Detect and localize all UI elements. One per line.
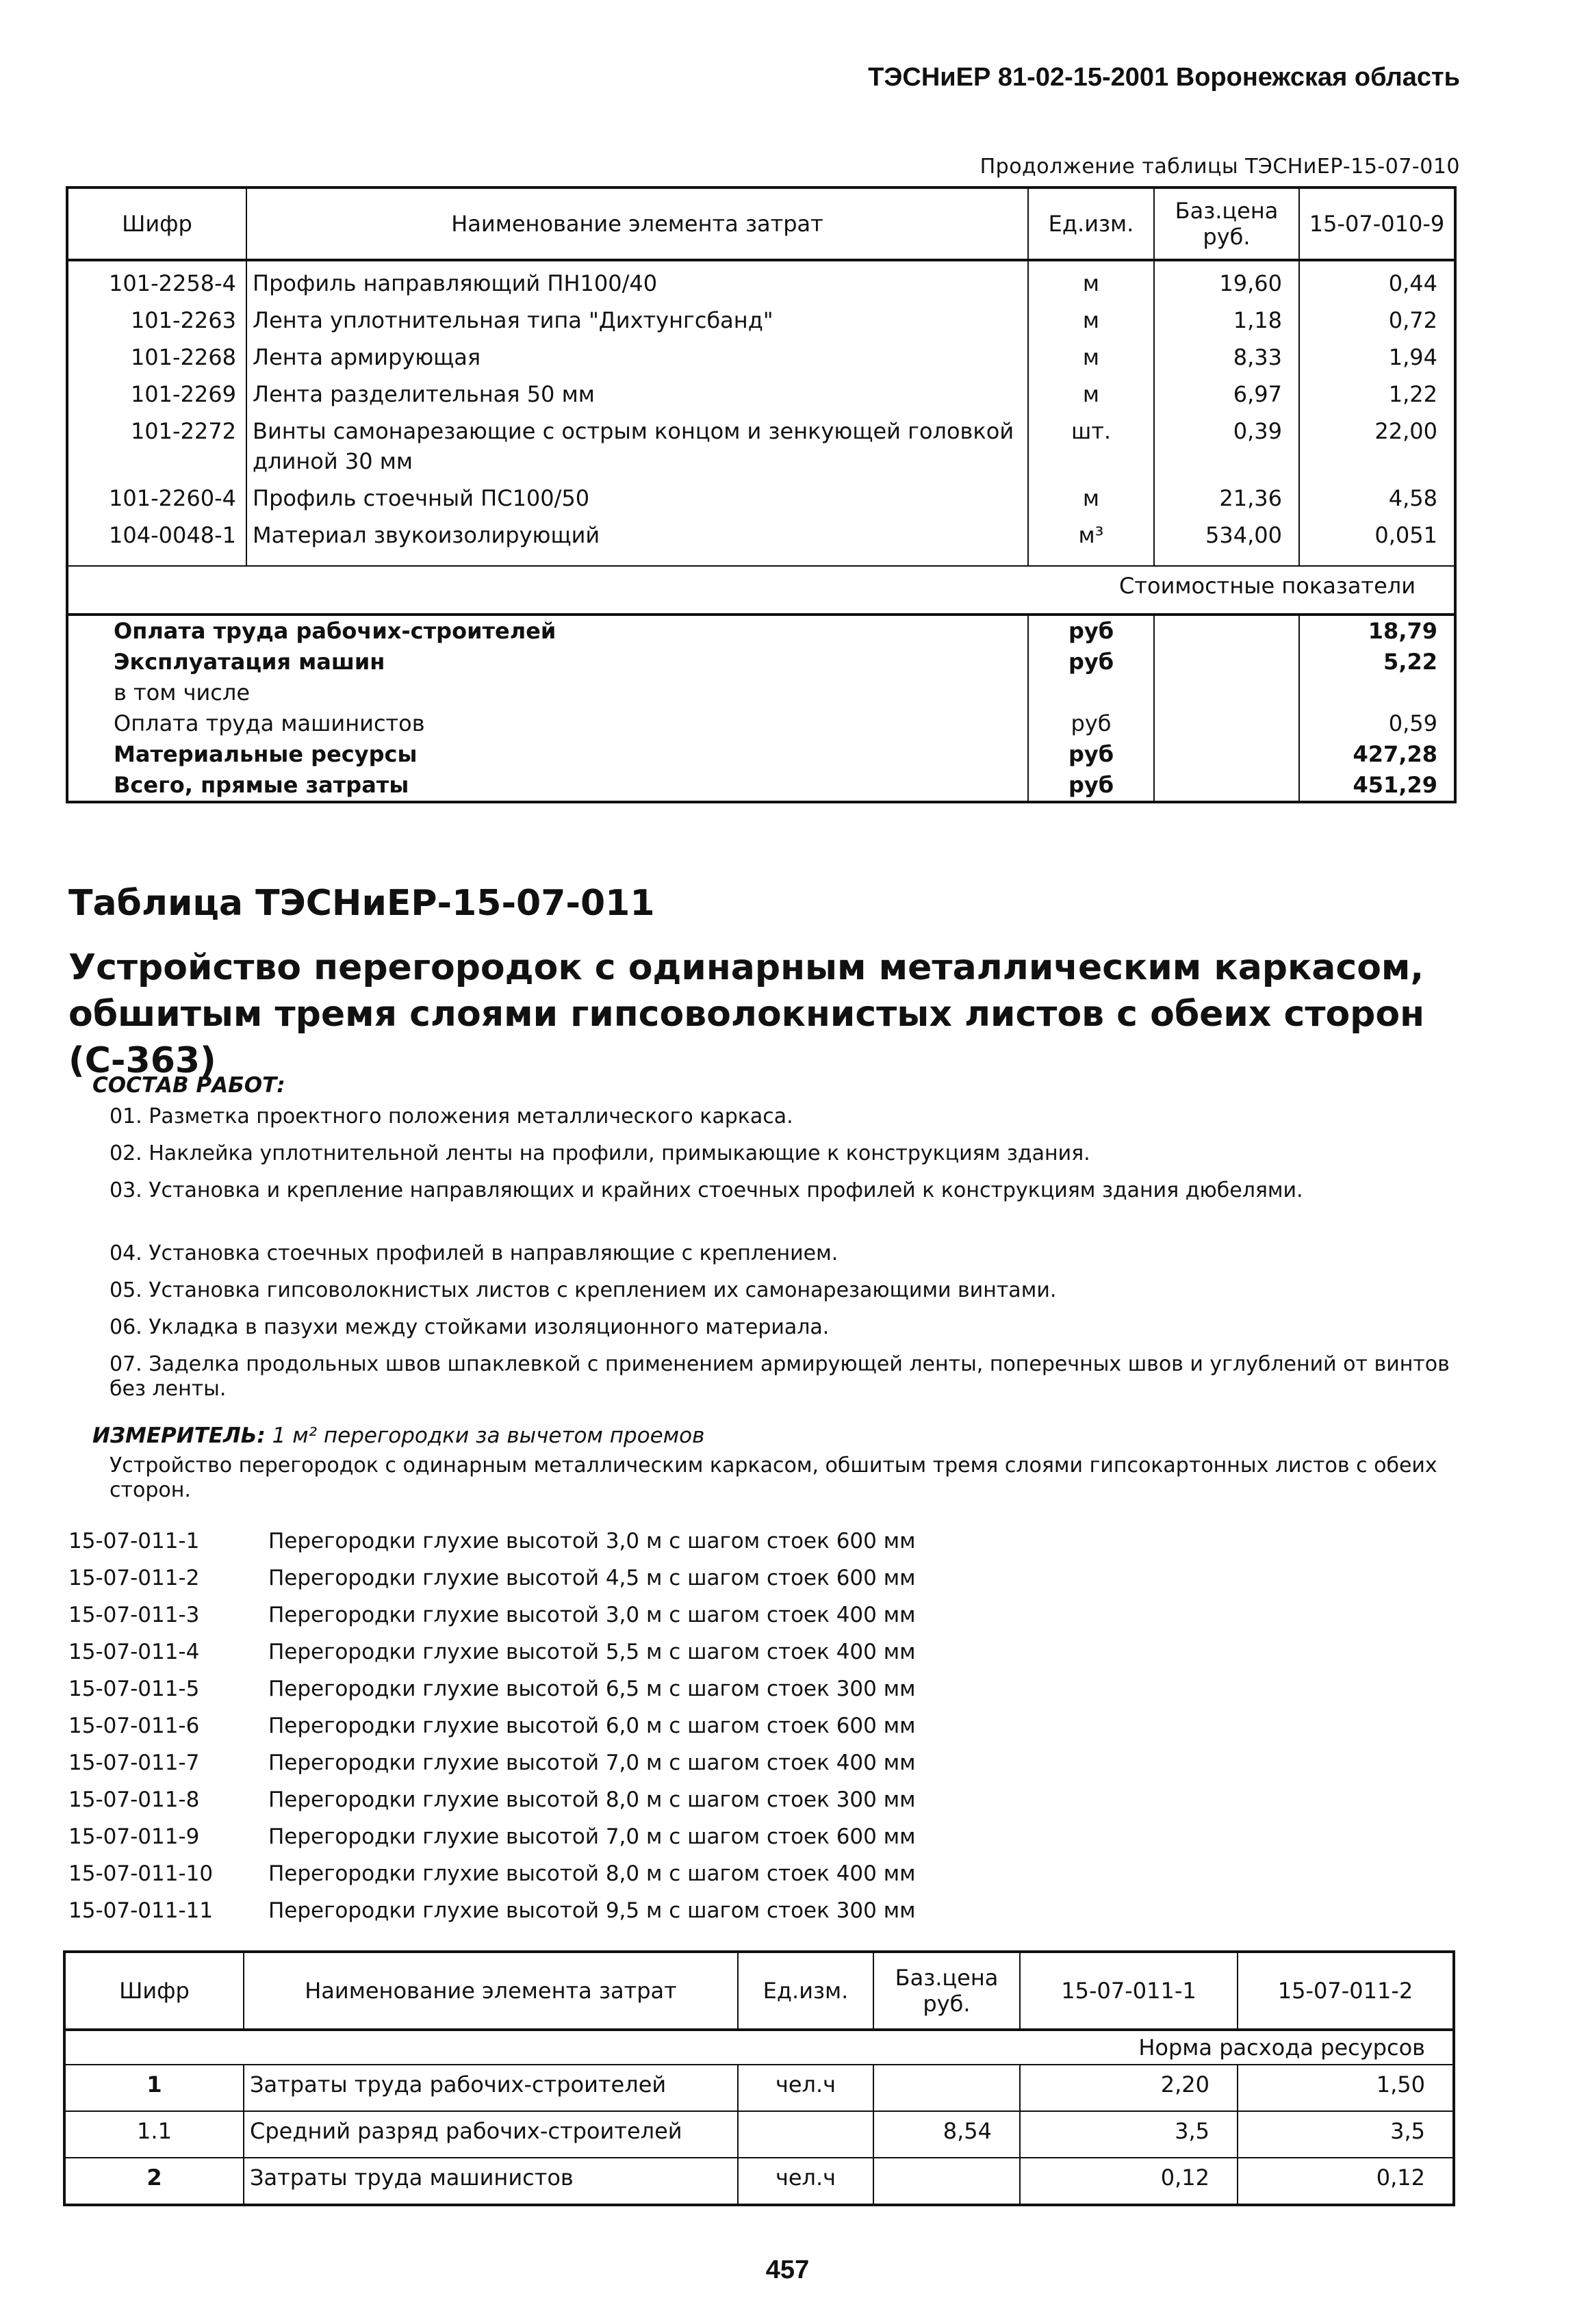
table-continuation-caption: Продолжение таблицы ТЭСНиЕР-15-07-010 — [979, 155, 1460, 179]
cost-row-name: Эксплуатация машин — [67, 647, 1028, 677]
row-price: 8,54 — [873, 2111, 1020, 2158]
table-row — [67, 409, 1455, 476]
list-item-text: Перегородки глухие высотой 9,5 м с шагом стоек 300 мм — [268, 1898, 916, 1923]
table-row — [67, 335, 1455, 372]
work-item: 02. Наклейка уплотнительной ленты на профили, примыкающие к конструкциям здания. — [110, 1141, 1090, 1165]
row-price: 8,33 — [1154, 335, 1299, 372]
list-item — [68, 1634, 916, 1670]
row-unit: м — [1028, 260, 1154, 298]
list-item-text: Перегородки глухие высотой 5,5 м с шагом стоек 400 мм — [268, 1640, 916, 1664]
list-item-code: 15-07-011-8 — [68, 1787, 200, 1812]
col-header-price: Баз.цена руб. — [873, 1952, 1020, 2030]
cost-row-unit: руб — [1028, 770, 1154, 802]
col-header-unit: Ед.изм. — [738, 1952, 873, 2030]
list-item — [68, 1744, 916, 1781]
cost-row-name: в том числе — [67, 677, 1028, 708]
col-header-norm: 15-07-010-9 — [1299, 188, 1455, 260]
row-value: 0,72 — [1299, 298, 1455, 335]
row-unit: м — [1028, 335, 1154, 372]
cost-row-name: Оплата труда рабочих-строителей — [67, 615, 1028, 647]
list-item-code: 15-07-011-9 — [68, 1824, 200, 1849]
cost-indicators-header: Стоимостные показатели — [67, 566, 1455, 615]
col-header-name: Наименование элемента затрат — [244, 1952, 738, 2030]
list-item-code: 15-07-011-7 — [68, 1751, 200, 1775]
list-item-text: Перегородки глухие высотой 6,0 м с шагом стоек 600 мм — [268, 1714, 916, 1738]
row-value-1: 0,12 — [1020, 2158, 1238, 2205]
table-row — [67, 260, 1455, 298]
list-item-code: 15-07-011-1 — [68, 1529, 200, 1553]
row-name: Материал звукоизолирующий — [246, 513, 1028, 550]
list-item-text: Перегородки глухие высотой 8,0 м с шагом стоек 400 мм — [268, 1861, 916, 1886]
row-code: 104-0048-1 — [67, 513, 246, 550]
row-code: 101-2260-4 — [67, 476, 246, 513]
row-name: Средний разряд рабочих-строителей — [244, 2111, 738, 2158]
row-name: Лента армирующая — [246, 335, 1028, 372]
list-item — [68, 1818, 916, 1855]
row-code: 101-2272 — [67, 409, 246, 476]
work-item: 07. Заделка продольных швов шпаклевкой с применением армирующей ленты, поперечных швов и углублений от винтов без ленты. — [110, 1352, 1450, 1401]
cost-row-value: 451,29 — [1299, 770, 1455, 802]
work-item: 01. Разметка проектного положения металлического каркаса. — [110, 1105, 793, 1128]
row-price — [873, 2158, 1020, 2205]
table-header-row — [67, 188, 1455, 260]
table-row — [67, 372, 1455, 409]
table-title: Таблица ТЭСНиЕР-15-07-011 — [68, 883, 655, 924]
row-value-1: 3,5 — [1020, 2111, 1238, 2158]
cost-row-unit: руб — [1028, 739, 1154, 770]
row-name: Профиль направляющий ПН100/40 — [246, 260, 1028, 298]
row-unit: м — [1028, 476, 1154, 513]
cost-row — [67, 647, 1455, 677]
row-code: 101-2263 — [67, 298, 246, 335]
cost-row-unit: руб — [1028, 647, 1154, 677]
row-price: 21,36 — [1154, 476, 1299, 513]
row-value: 0,051 — [1299, 513, 1455, 550]
row-value: 1,22 — [1299, 372, 1455, 409]
row-price — [873, 2065, 1020, 2111]
list-item-code: 15-07-011-3 — [68, 1603, 200, 1627]
work-item: 04. Установка стоечных профилей в направляющие с креплением. — [110, 1241, 838, 1265]
table-row — [67, 298, 1455, 335]
cost-row-value — [1299, 677, 1455, 708]
col-header-norm-2: 15-07-011-2 — [1238, 1952, 1454, 2030]
row-value-2: 0,12 — [1238, 2158, 1454, 2205]
row-code: 1 — [64, 2065, 244, 2111]
row-unit: чел.ч — [738, 2158, 873, 2205]
list-item-code: 15-07-011-2 — [68, 1566, 200, 1590]
row-name: Винты самонарезающие с острым концом и зенкующей головкой длиной 30 мм — [246, 409, 1028, 476]
table-row — [64, 2158, 1454, 2205]
list-item — [68, 1597, 916, 1634]
list-item-text: Перегородки глухие высотой 8,0 м с шагом стоек 300 мм — [268, 1787, 916, 1812]
list-item — [68, 1670, 916, 1707]
row-price: 534,00 — [1154, 513, 1299, 550]
page-number: 457 — [765, 2256, 810, 2284]
list-item-code: 15-07-011-4 — [68, 1640, 200, 1664]
list-item — [68, 1892, 916, 1929]
row-value: 0,44 — [1299, 260, 1455, 298]
cost-row-value: 5,22 — [1299, 647, 1455, 677]
row-value: 1,94 — [1299, 335, 1455, 372]
row-price: 0,39 — [1154, 409, 1299, 476]
row-code: 101-2258-4 — [67, 260, 246, 298]
cost-row — [67, 677, 1455, 708]
row-price: 6,97 — [1154, 372, 1299, 409]
cost-indicators-header-row — [67, 566, 1455, 615]
cost-row-value: 0,59 — [1299, 708, 1455, 739]
list-item-text: Перегородки глухие высотой 7,0 м с шагом стоек 400 мм — [268, 1751, 916, 1775]
list-item-code: 15-07-011-10 — [68, 1861, 214, 1886]
row-unit: шт. — [1028, 409, 1154, 476]
row-name: Лента разделительная 50 мм — [246, 372, 1028, 409]
list-item-code: 15-07-011-5 — [68, 1677, 200, 1701]
row-unit: м — [1028, 298, 1154, 335]
work-item: 03. Установка и крепление направляющих и крайних стоечных профилей к конструкциям здания дюбелями. — [110, 1178, 1303, 1202]
cost-row-name: Оплата труда машинистов — [67, 708, 1028, 739]
list-item — [68, 1855, 916, 1892]
cost-row — [67, 739, 1455, 770]
measure-text: 1 м² перегородки за вычетом проемов — [272, 1423, 705, 1448]
row-code: 2 — [64, 2158, 244, 2205]
row-unit: м — [1028, 372, 1154, 409]
code-list — [68, 1523, 916, 1929]
list-item-code: 15-07-011-11 — [68, 1898, 214, 1923]
row-name: Лента уплотнительная типа "Дихтунгсбанд" — [246, 298, 1028, 335]
row-unit: чел.ч — [738, 2065, 873, 2111]
table-row — [67, 476, 1455, 513]
cost-row-value: 18,79 — [1299, 615, 1455, 647]
list-item-text: Перегородки глухие высотой 7,0 м с шагом стоек 600 мм — [268, 1824, 916, 1849]
row-price: 1,18 — [1154, 298, 1299, 335]
table-row — [64, 2111, 1454, 2158]
work-item: 06. Укладка в пазухи между стойками изоляционного материала. — [110, 1315, 830, 1339]
row-value-1: 2,20 — [1020, 2065, 1238, 2111]
section-description: Устройство перегородок с одинарным металлическим каркасом, обшитым тремя слоями гипсокартонных листов с обеих сторон. — [110, 1454, 1437, 1502]
list-item — [68, 1560, 916, 1597]
row-value-2: 3,5 — [1238, 2111, 1454, 2158]
col-header-code: Шифр — [67, 188, 246, 260]
col-header-unit: Ед.изм. — [1028, 188, 1154, 260]
row-unit — [738, 2111, 873, 2158]
list-item-text: Перегородки глухие высотой 6,5 м с шагом стоек 300 мм — [268, 1677, 916, 1701]
list-item — [68, 1781, 916, 1818]
table-header-row — [64, 1952, 1454, 2030]
row-name: Профиль стоечный ПС100/50 — [246, 476, 1028, 513]
col-header-price: Баз.цена руб. — [1154, 188, 1299, 260]
row-code: 101-2268 — [67, 335, 246, 372]
col-header-norm-1: 15-07-011-1 — [1020, 1952, 1238, 2030]
cost-row-name: Всего, прямые затраты — [67, 770, 1028, 802]
works-label: СОСТАВ РАБОТ: — [92, 1073, 285, 1098]
cost-row — [67, 708, 1455, 739]
cost-row — [67, 615, 1455, 647]
work-item: 05. Установка гипсоволокнистых листов с креплением их самонарезающими винтами. — [110, 1278, 1057, 1302]
resource-table-15-07-011 — [63, 1950, 1455, 2206]
list-item-code: 15-07-011-6 — [68, 1714, 200, 1738]
row-name: Затраты труда машинистов — [244, 2158, 738, 2205]
norm-header: Норма расхода ресурсов — [64, 2030, 1454, 2065]
col-header-code: Шифр — [64, 1952, 244, 2030]
row-code: 101-2269 — [67, 372, 246, 409]
row-unit: м³ — [1028, 513, 1154, 550]
measure-label: ИЗМЕРИТЕЛЬ: — [92, 1423, 266, 1448]
cost-row-name: Материальные ресурсы — [67, 739, 1028, 770]
list-item-text: Перегородки глухие высотой 4,5 м с шагом стоек 600 мм — [268, 1566, 916, 1590]
norm-header-row — [64, 2030, 1454, 2065]
measure-line — [92, 1423, 704, 1448]
cost-row-unit — [1028, 677, 1154, 708]
col-header-name: Наименование элемента затрат — [246, 188, 1028, 260]
document-header: ТЭСНиЕР 81-02-15-2001 Воронежская область — [868, 63, 1460, 92]
resource-table-15-07-010 — [66, 186, 1457, 803]
row-value: 22,00 — [1299, 409, 1455, 476]
cost-row — [67, 770, 1455, 802]
table-spacer-row — [67, 550, 1455, 566]
list-item — [68, 1523, 916, 1560]
table-row — [67, 513, 1455, 550]
row-price: 19,60 — [1154, 260, 1299, 298]
cost-row-unit: руб — [1028, 615, 1154, 647]
list-item-text: Перегородки глухие высотой 3,0 м с шагом стоек 400 мм — [268, 1603, 916, 1627]
row-name: Затраты труда рабочих-строителей — [244, 2065, 738, 2111]
cost-row-value: 427,28 — [1299, 739, 1455, 770]
table-row — [64, 2065, 1454, 2111]
row-code: 1.1 — [64, 2111, 244, 2158]
list-item — [68, 1707, 916, 1744]
list-item-text: Перегородки глухие высотой 3,0 м с шагом стоек 600 мм — [268, 1529, 916, 1553]
row-value-2: 1,50 — [1238, 2065, 1454, 2111]
table-subtitle: Устройство перегородок с одинарным металлическим каркасом, обшитым тремя слоями гипсоволокнистых листов с обеих сторон (С-363) — [68, 947, 1425, 1081]
row-value: 4,58 — [1299, 476, 1455, 513]
cost-row-unit: руб — [1028, 708, 1154, 739]
